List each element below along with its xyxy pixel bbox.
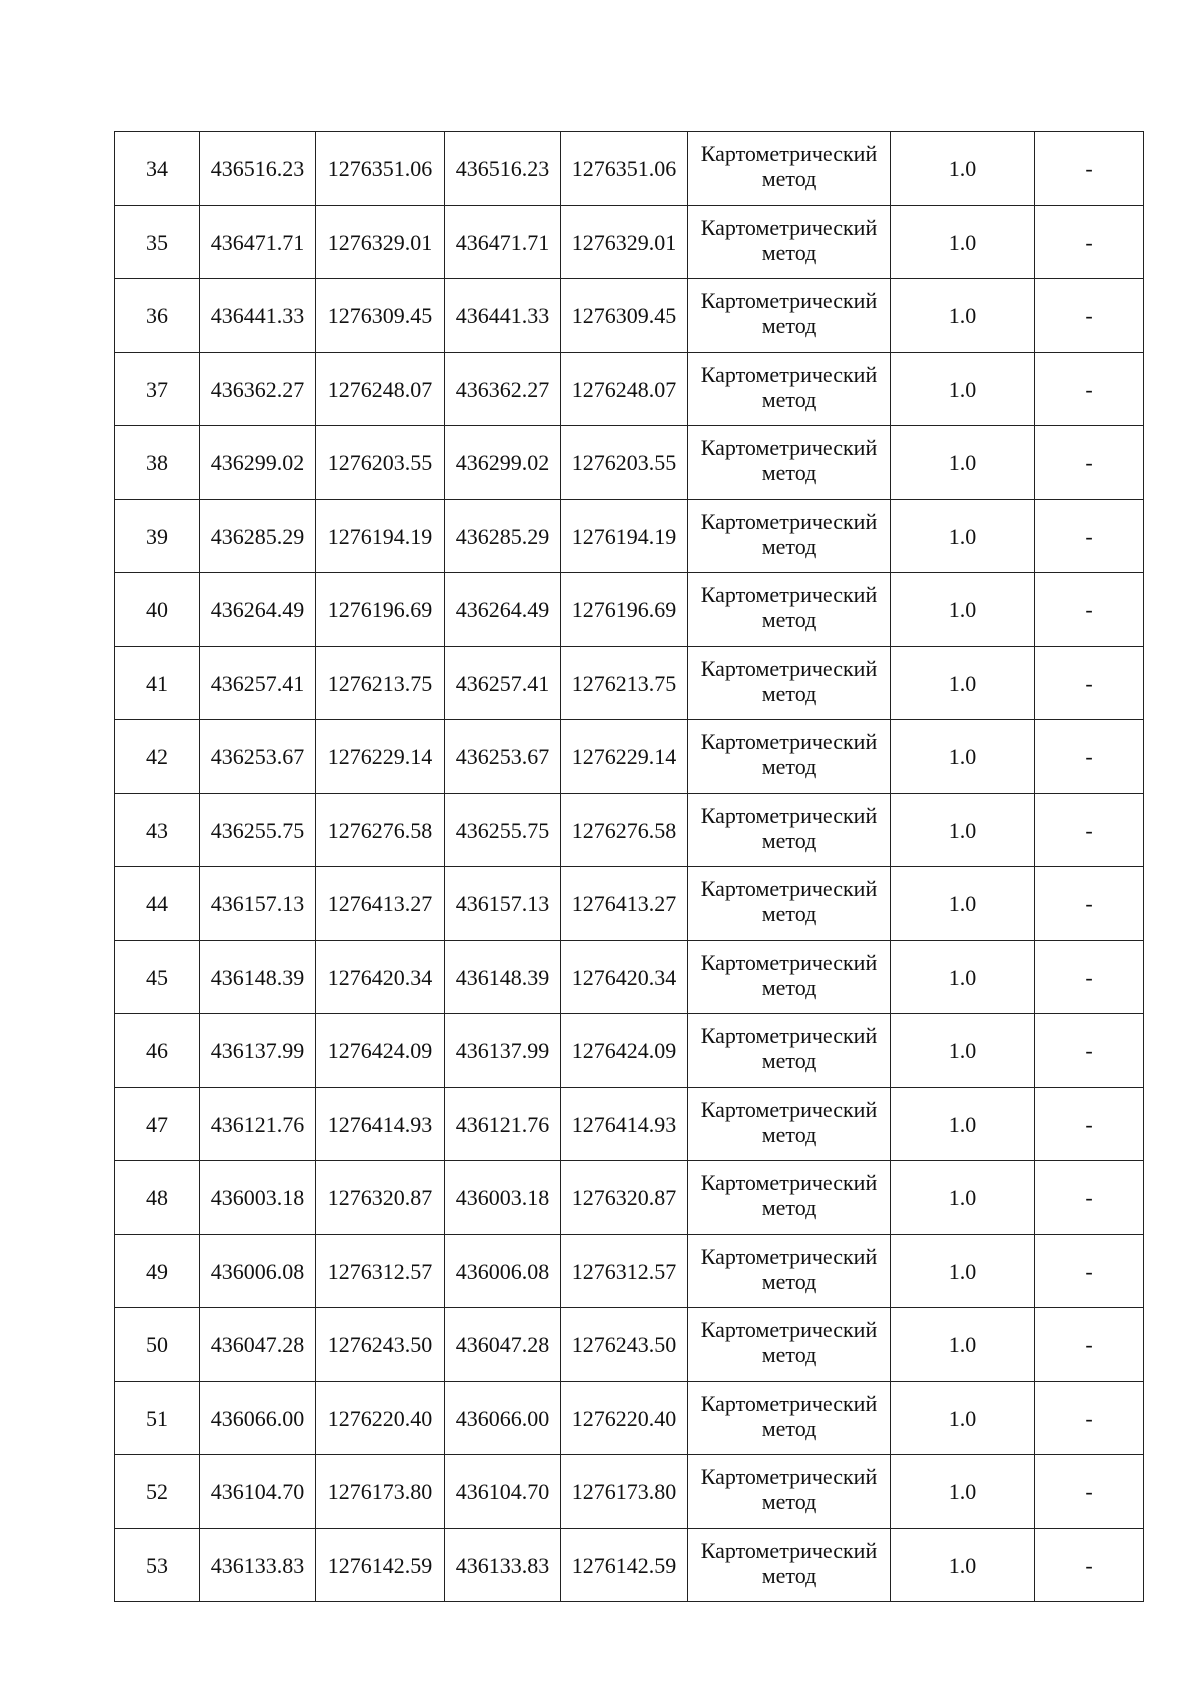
description-cell: - — [1035, 1161, 1144, 1235]
x-existing-cell: 436006.08 — [200, 1234, 316, 1308]
y-refined-cell: 1276414.93 — [561, 1087, 688, 1161]
table-row — [115, 132, 1144, 206]
point-number-cell: 44 — [115, 867, 200, 941]
x-existing-cell: 436148.39 — [200, 940, 316, 1014]
point-number-cell: 39 — [115, 499, 200, 573]
y-existing-cell: 1276424.09 — [316, 1014, 445, 1088]
description-cell: - — [1035, 279, 1144, 353]
x-existing-cell: 436299.02 — [200, 426, 316, 500]
y-refined-cell: 1276229.14 — [561, 720, 688, 794]
x-existing-cell: 436157.13 — [200, 867, 316, 941]
accuracy-cell: 1.0 — [891, 132, 1035, 206]
x-refined-cell: 436157.13 — [445, 867, 561, 941]
table-row — [115, 1381, 1144, 1455]
method-cell: Картометрический метод — [688, 646, 891, 720]
method-cell: Картометрический метод — [688, 132, 891, 206]
accuracy-cell: 1.0 — [891, 279, 1035, 353]
point-number-cell: 52 — [115, 1455, 200, 1529]
y-refined-cell: 1276248.07 — [561, 352, 688, 426]
description-cell: - — [1035, 1234, 1144, 1308]
y-refined-cell: 1276243.50 — [561, 1308, 688, 1382]
x-existing-cell: 436471.71 — [200, 205, 316, 279]
accuracy-cell: 1.0 — [891, 573, 1035, 647]
accuracy-cell: 1.0 — [891, 205, 1035, 279]
table-row — [115, 1234, 1144, 1308]
y-existing-cell: 1276320.87 — [316, 1161, 445, 1235]
method-cell: Картометрический метод — [688, 1381, 891, 1455]
x-existing-cell: 436066.00 — [200, 1381, 316, 1455]
description-cell: - — [1035, 1014, 1144, 1088]
x-refined-cell: 436121.76 — [445, 1087, 561, 1161]
x-refined-cell: 436066.00 — [445, 1381, 561, 1455]
x-existing-cell: 436257.41 — [200, 646, 316, 720]
accuracy-cell: 1.0 — [891, 1234, 1035, 1308]
x-refined-cell: 436264.49 — [445, 573, 561, 647]
point-number-cell: 37 — [115, 352, 200, 426]
point-number-cell: 45 — [115, 940, 200, 1014]
method-cell: Картометрический метод — [688, 1161, 891, 1235]
x-existing-cell: 436137.99 — [200, 1014, 316, 1088]
point-number-cell: 53 — [115, 1528, 200, 1602]
x-refined-cell: 436441.33 — [445, 279, 561, 353]
coordinates-table — [114, 131, 1144, 1602]
accuracy-cell: 1.0 — [891, 793, 1035, 867]
point-number-cell: 49 — [115, 1234, 200, 1308]
table-row — [115, 793, 1144, 867]
x-refined-cell: 436362.27 — [445, 352, 561, 426]
description-cell: - — [1035, 1455, 1144, 1529]
y-refined-cell: 1276276.58 — [561, 793, 688, 867]
description-cell: - — [1035, 646, 1144, 720]
x-refined-cell: 436047.28 — [445, 1308, 561, 1382]
y-refined-cell: 1276329.01 — [561, 205, 688, 279]
table-row — [115, 205, 1144, 279]
y-refined-cell: 1276413.27 — [561, 867, 688, 941]
y-existing-cell: 1276414.93 — [316, 1087, 445, 1161]
y-existing-cell: 1276213.75 — [316, 646, 445, 720]
y-existing-cell: 1276220.40 — [316, 1381, 445, 1455]
accuracy-cell: 1.0 — [891, 426, 1035, 500]
description-cell: - — [1035, 573, 1144, 647]
x-refined-cell: 436253.67 — [445, 720, 561, 794]
table-row — [115, 1308, 1144, 1382]
y-existing-cell: 1276196.69 — [316, 573, 445, 647]
method-cell: Картометрический метод — [688, 793, 891, 867]
x-refined-cell: 436137.99 — [445, 1014, 561, 1088]
description-cell: - — [1035, 1087, 1144, 1161]
method-cell: Картометрический метод — [688, 499, 891, 573]
accuracy-cell: 1.0 — [891, 646, 1035, 720]
point-number-cell: 51 — [115, 1381, 200, 1455]
method-cell: Картометрический метод — [688, 940, 891, 1014]
x-existing-cell: 436441.33 — [200, 279, 316, 353]
x-refined-cell: 436133.83 — [445, 1528, 561, 1602]
description-cell: - — [1035, 1308, 1144, 1382]
method-cell: Картометрический метод — [688, 1234, 891, 1308]
description-cell: - — [1035, 499, 1144, 573]
table-row — [115, 352, 1144, 426]
y-existing-cell: 1276276.58 — [316, 793, 445, 867]
accuracy-cell: 1.0 — [891, 1014, 1035, 1088]
y-refined-cell: 1276424.09 — [561, 1014, 688, 1088]
y-existing-cell: 1276142.59 — [316, 1528, 445, 1602]
accuracy-cell: 1.0 — [891, 1455, 1035, 1529]
description-cell: - — [1035, 867, 1144, 941]
x-existing-cell: 436003.18 — [200, 1161, 316, 1235]
point-number-cell: 35 — [115, 205, 200, 279]
table-row — [115, 573, 1144, 647]
table-row — [115, 1014, 1144, 1088]
y-refined-cell: 1276196.69 — [561, 573, 688, 647]
y-existing-cell: 1276173.80 — [316, 1455, 445, 1529]
y-existing-cell: 1276194.19 — [316, 499, 445, 573]
method-cell: Картометрический метод — [688, 205, 891, 279]
y-refined-cell: 1276312.57 — [561, 1234, 688, 1308]
y-existing-cell: 1276243.50 — [316, 1308, 445, 1382]
table-row — [115, 1455, 1144, 1529]
point-number-cell: 34 — [115, 132, 200, 206]
x-existing-cell: 436255.75 — [200, 793, 316, 867]
accuracy-cell: 1.0 — [891, 1087, 1035, 1161]
point-number-cell: 36 — [115, 279, 200, 353]
table-row — [115, 940, 1144, 1014]
method-cell: Картометрический метод — [688, 1308, 891, 1382]
point-number-cell: 41 — [115, 646, 200, 720]
method-cell: Картометрический метод — [688, 1014, 891, 1088]
y-existing-cell: 1276203.55 — [316, 426, 445, 500]
method-cell: Картометрический метод — [688, 279, 891, 353]
y-refined-cell: 1276173.80 — [561, 1455, 688, 1529]
table-row — [115, 279, 1144, 353]
description-cell: - — [1035, 426, 1144, 500]
method-cell: Картометрический метод — [688, 573, 891, 647]
description-cell: - — [1035, 720, 1144, 794]
accuracy-cell: 1.0 — [891, 867, 1035, 941]
table-row — [115, 646, 1144, 720]
table-row — [115, 426, 1144, 500]
y-refined-cell: 1276420.34 — [561, 940, 688, 1014]
y-refined-cell: 1276194.19 — [561, 499, 688, 573]
x-refined-cell: 436006.08 — [445, 1234, 561, 1308]
accuracy-cell: 1.0 — [891, 720, 1035, 794]
method-cell: Картометрический метод — [688, 867, 891, 941]
x-refined-cell: 436003.18 — [445, 1161, 561, 1235]
point-number-cell: 50 — [115, 1308, 200, 1382]
y-existing-cell: 1276413.27 — [316, 867, 445, 941]
y-refined-cell: 1276203.55 — [561, 426, 688, 500]
y-refined-cell: 1276213.75 — [561, 646, 688, 720]
x-refined-cell: 436104.70 — [445, 1455, 561, 1529]
x-existing-cell: 436362.27 — [200, 352, 316, 426]
table-row — [115, 1087, 1144, 1161]
x-existing-cell: 436104.70 — [200, 1455, 316, 1529]
point-number-cell: 40 — [115, 573, 200, 647]
x-refined-cell: 436299.02 — [445, 426, 561, 500]
point-number-cell: 47 — [115, 1087, 200, 1161]
table-body — [115, 132, 1144, 1602]
x-refined-cell: 436285.29 — [445, 499, 561, 573]
accuracy-cell: 1.0 — [891, 1161, 1035, 1235]
accuracy-cell: 1.0 — [891, 1528, 1035, 1602]
x-existing-cell: 436285.29 — [200, 499, 316, 573]
description-cell: - — [1035, 205, 1144, 279]
accuracy-cell: 1.0 — [891, 352, 1035, 426]
x-existing-cell: 436264.49 — [200, 573, 316, 647]
y-existing-cell: 1276351.06 — [316, 132, 445, 206]
accuracy-cell: 1.0 — [891, 1381, 1035, 1455]
y-existing-cell: 1276420.34 — [316, 940, 445, 1014]
x-refined-cell: 436471.71 — [445, 205, 561, 279]
description-cell: - — [1035, 793, 1144, 867]
description-cell: - — [1035, 1381, 1144, 1455]
method-cell: Картометрический метод — [688, 1455, 891, 1529]
x-existing-cell: 436516.23 — [200, 132, 316, 206]
accuracy-cell: 1.0 — [891, 940, 1035, 1014]
y-refined-cell: 1276351.06 — [561, 132, 688, 206]
method-cell: Картометрический метод — [688, 426, 891, 500]
point-number-cell: 43 — [115, 793, 200, 867]
description-cell: - — [1035, 1528, 1144, 1602]
x-refined-cell: 436257.41 — [445, 646, 561, 720]
y-existing-cell: 1276229.14 — [316, 720, 445, 794]
description-cell: - — [1035, 132, 1144, 206]
table-row — [115, 1528, 1144, 1602]
point-number-cell: 42 — [115, 720, 200, 794]
y-existing-cell: 1276312.57 — [316, 1234, 445, 1308]
x-refined-cell: 436516.23 — [445, 132, 561, 206]
y-existing-cell: 1276329.01 — [316, 205, 445, 279]
method-cell: Картометрический метод — [688, 720, 891, 794]
point-number-cell: 48 — [115, 1161, 200, 1235]
x-existing-cell: 436253.67 — [200, 720, 316, 794]
description-cell: - — [1035, 940, 1144, 1014]
description-cell: - — [1035, 352, 1144, 426]
x-existing-cell: 436133.83 — [200, 1528, 316, 1602]
table-row — [115, 720, 1144, 794]
accuracy-cell: 1.0 — [891, 1308, 1035, 1382]
accuracy-cell: 1.0 — [891, 499, 1035, 573]
x-refined-cell: 436148.39 — [445, 940, 561, 1014]
method-cell: Картометрический метод — [688, 1528, 891, 1602]
table-row — [115, 499, 1144, 573]
x-existing-cell: 436121.76 — [200, 1087, 316, 1161]
point-number-cell: 38 — [115, 426, 200, 500]
y-existing-cell: 1276309.45 — [316, 279, 445, 353]
y-refined-cell: 1276320.87 — [561, 1161, 688, 1235]
y-existing-cell: 1276248.07 — [316, 352, 445, 426]
y-refined-cell: 1276309.45 — [561, 279, 688, 353]
x-refined-cell: 436255.75 — [445, 793, 561, 867]
method-cell: Картометрический метод — [688, 1087, 891, 1161]
table-row — [115, 1161, 1144, 1235]
x-existing-cell: 436047.28 — [200, 1308, 316, 1382]
table-row — [115, 867, 1144, 941]
method-cell: Картометрический метод — [688, 352, 891, 426]
y-refined-cell: 1276220.40 — [561, 1381, 688, 1455]
y-refined-cell: 1276142.59 — [561, 1528, 688, 1602]
point-number-cell: 46 — [115, 1014, 200, 1088]
